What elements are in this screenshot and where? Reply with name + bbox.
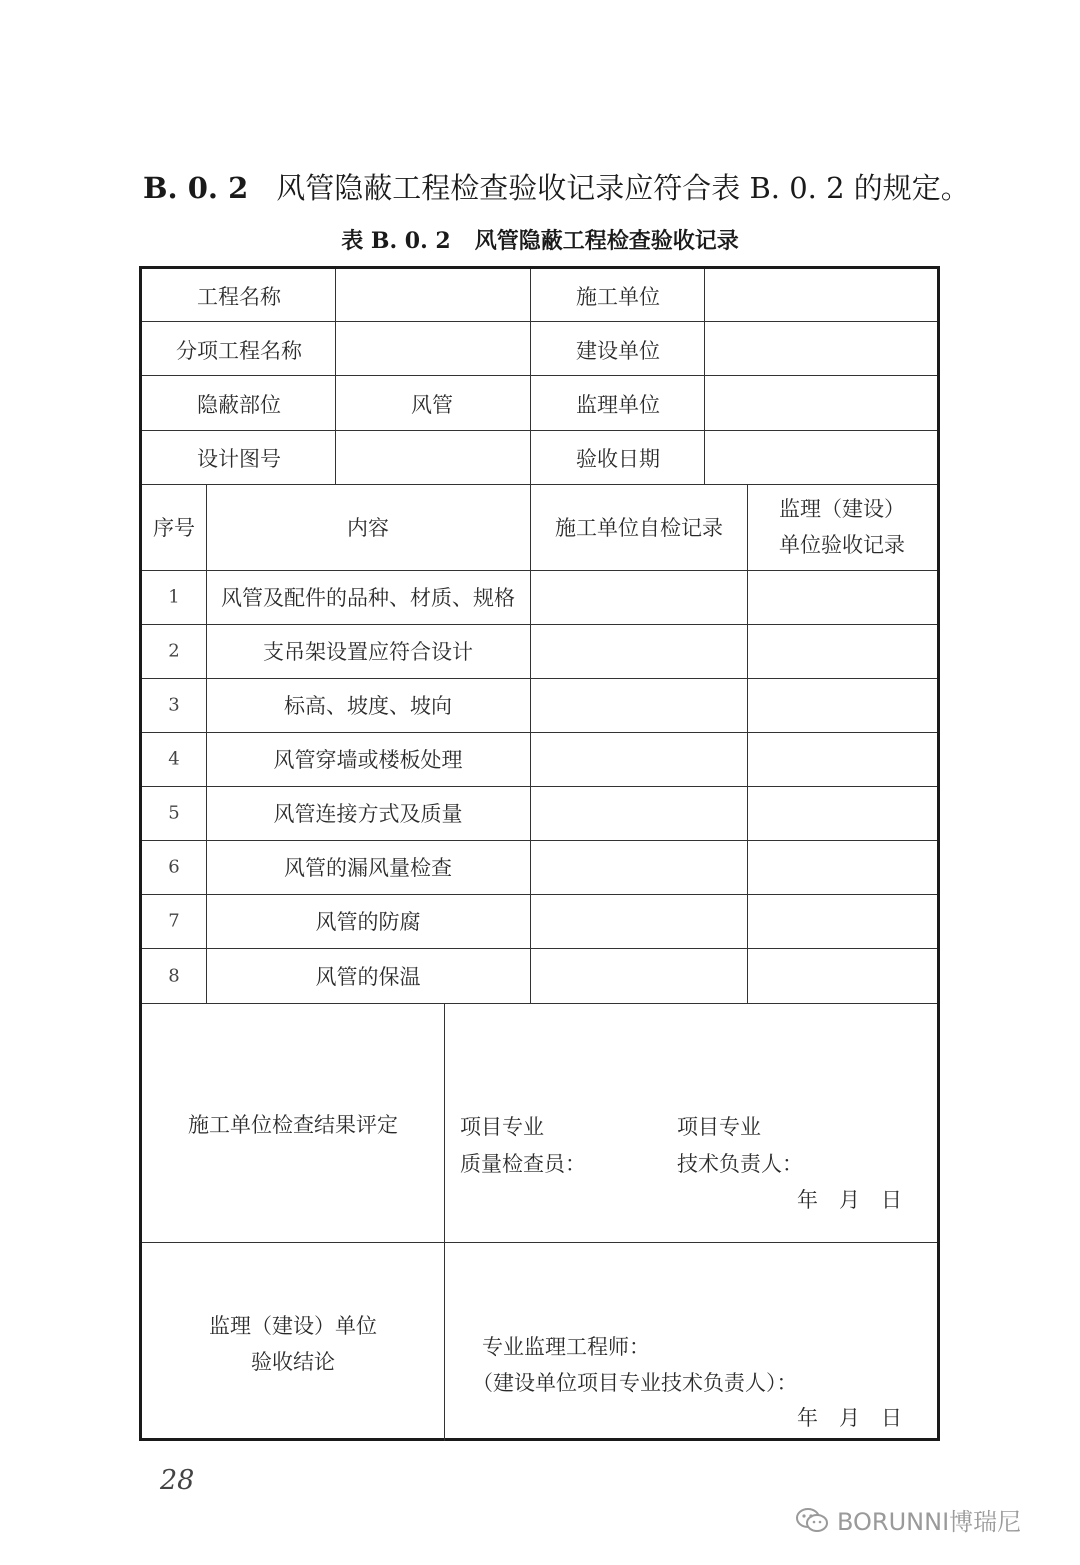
chat-bubble-icon xyxy=(795,1506,829,1534)
clause-text: 风管隐蔽工程检查验收记录应符合表 B. 0. 2 的规定。 xyxy=(276,171,970,205)
row-index: 6 xyxy=(168,856,180,878)
subproject-label: 分项工程名称 xyxy=(176,339,302,363)
supervision-result-label xyxy=(209,1308,377,1380)
row-content: 风管连接方式及质量 xyxy=(273,802,463,826)
col-self-check-header: 施工单位自检记录 xyxy=(555,516,723,540)
table-caption-title: 风管隐蔽工程检查验收记录 xyxy=(474,228,739,254)
col-content-header: 内容 xyxy=(347,516,389,540)
inspector-line2: 质量检查员： xyxy=(460,1152,586,1176)
tech-lead-line2: 技术负责人： xyxy=(677,1152,803,1176)
col-supervision-line2: 单位验收记录 xyxy=(779,533,905,557)
contractor-label: 施工单位 xyxy=(576,285,660,309)
tech-lead-line1: 项目专业 xyxy=(677,1115,761,1139)
row-index: 8 xyxy=(168,965,180,987)
row-index: 4 xyxy=(168,748,180,770)
row-content: 风管的漏风量检查 xyxy=(284,856,452,880)
project-name-label: 工程名称 xyxy=(197,285,281,309)
col-supervision-line1: 监理（建设） xyxy=(779,497,905,521)
contractor-result-label: 施工单位检查结果评定 xyxy=(188,1113,398,1137)
clause-heading xyxy=(143,166,970,207)
supervision-label-line1: 监理（建设）单位 xyxy=(209,1314,377,1338)
inspector-line1: 项目专业 xyxy=(460,1115,544,1139)
inspection-record-table xyxy=(139,266,940,1441)
clause-number: B. 0. 2 xyxy=(143,171,249,205)
row-index: 1 xyxy=(168,586,180,608)
watermark xyxy=(795,1502,1021,1537)
supervision-result-date: 年 月 日 xyxy=(797,1406,902,1430)
watermark-text: BORUNNI博瑞尼 xyxy=(837,1508,1022,1536)
contractor-result-date: 年 月 日 xyxy=(797,1188,902,1212)
row-content: 风管及配件的品种、材质、规格 xyxy=(221,586,515,610)
page-number: 28 xyxy=(160,1465,195,1496)
row-content: 风管的防腐 xyxy=(315,910,421,934)
row-index: 7 xyxy=(168,910,180,932)
table-caption xyxy=(0,224,1080,255)
owner-tech-lead-line: （建设单位项目专业技术负责人）： xyxy=(472,1371,798,1395)
row-index: 5 xyxy=(168,802,180,824)
row-content: 风管穿墙或楼板处理 xyxy=(273,748,463,772)
supervising-engineer-line: 专业监理工程师： xyxy=(482,1335,650,1359)
drawing-no-label: 设计图号 xyxy=(197,447,281,471)
row-index: 3 xyxy=(168,694,180,716)
col-index-header: 序号 xyxy=(153,516,195,540)
concealed-part-label: 隐蔽部位 xyxy=(197,393,281,417)
owner-label: 建设单位 xyxy=(576,339,660,363)
table-caption-number: 表 B. 0. 2 xyxy=(341,228,451,254)
concealed-part-value: 风管 xyxy=(411,393,453,417)
row-content: 支吊架设置应符合设计 xyxy=(263,640,473,664)
supervision-label-line2: 验收结论 xyxy=(251,1350,335,1374)
row-content: 风管的保温 xyxy=(315,965,421,989)
supervisor-label: 监理单位 xyxy=(576,393,660,417)
row-index: 2 xyxy=(168,640,180,662)
col-supervision-header xyxy=(779,491,905,563)
acceptance-date-label: 验收日期 xyxy=(576,447,660,471)
row-content: 标高、坡度、坡向 xyxy=(284,694,452,718)
